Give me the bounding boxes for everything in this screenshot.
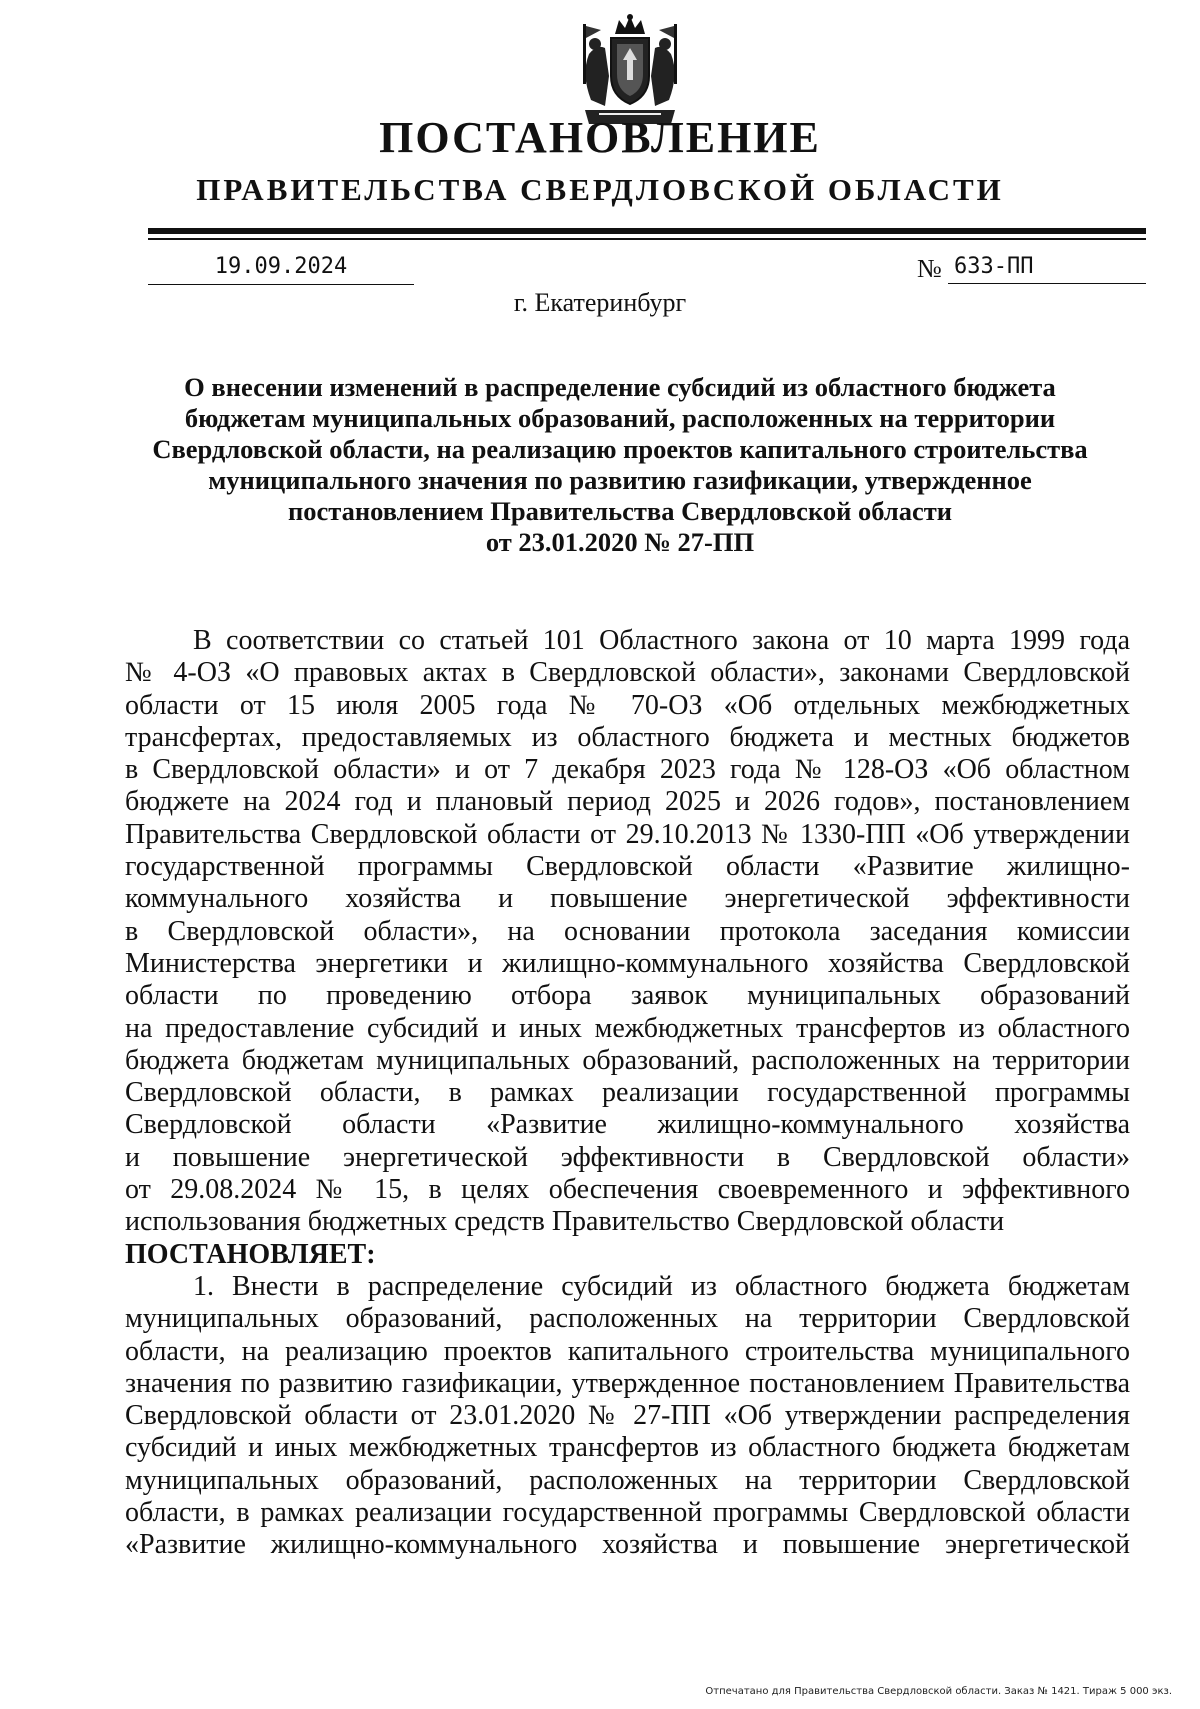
document-body (125, 625, 1130, 1562)
body-line: муниципальных образований, расположенных на территории Свердловской (125, 1464, 1130, 1496)
body-line: бюджете на 2024 год и плановый период 2025 и 2026 годов», постановлением (125, 786, 1130, 818)
body-line: в Свердловской области» и от 7 декабря 2023 года № 128-ОЗ «Об областном (125, 754, 1130, 786)
body-line: субсидий и иных межбюджетных трансфертов из областного бюджета бюджетам (125, 1432, 1130, 1464)
heading-line: О внесении изменений в распределение субсидий из областного бюджета (184, 372, 1056, 402)
number-label: № (917, 254, 942, 283)
header-divider-thick (148, 228, 1146, 234)
body-line: государственной программы Свердловской области «Развитие жилищно- (125, 851, 1130, 883)
header-divider-thin (148, 238, 1146, 240)
body-line: Свердловской области, в рамках реализации государственной программы (125, 1077, 1130, 1109)
body-line: области, на реализацию проектов капитального строительства муниципального (125, 1335, 1130, 1367)
body-line: 1. Внести в распределение субсидий из областного бюджета бюджетам (193, 1270, 1130, 1302)
city-line: г. Екатеринбург (513, 288, 687, 317)
document-type-title: ПОСТАНОВЛЕНИЕ (379, 113, 821, 162)
print-footer: Отпечатано для Правительства Свердловской области. Заказ № 1421. Тираж 5 000 экз. (705, 1686, 1172, 1697)
body-line: № 4-ОЗ «О правовых актах в Свердловской области», законами Свердловской (125, 657, 1130, 689)
body-line: муниципальных образований, расположенных на территории Свердловской (125, 1303, 1130, 1335)
heading-line: бюджетам муниципальных образований, расположенных на территории (184, 403, 1056, 433)
body-line: на предоставление субсидий и иных межбюджетных трансфертов из областного (125, 1012, 1130, 1044)
body-line: области от 15 июля 2005 года № 70-ОЗ «Об отдельных межбюджетных (125, 689, 1130, 721)
document-heading (120, 372, 1120, 558)
body-line: В соответствии со статьей 101 Областного закона от 10 марта 1999 года (193, 625, 1130, 656)
document-number: 633-ПП (948, 250, 1146, 284)
heading-line: муниципального значения по развитию газификации, утвержденное (208, 465, 1032, 495)
body-line: «Развитие жилищно-коммунального хозяйства и повышение энергетической (125, 1529, 1130, 1561)
body-line: бюджета бюджетам муниципальных образований, расположенных на территории (125, 1044, 1130, 1076)
body-line: Свердловской области от 23.01.2020 № 27-ПП «Об утверждении распределения (125, 1400, 1130, 1432)
heading-line: Свердловской области, на реализацию проектов капитального строительства (152, 434, 1088, 464)
heading-line: постановлением Правительства Свердловской области (287, 496, 953, 526)
body-line: и повышение энергетической эффективности в Свердловской области» (125, 1141, 1130, 1173)
document-date: 19.09.2024 (148, 250, 414, 285)
body-line: коммунального хозяйства и повышение энергетической эффективности (125, 883, 1130, 915)
resolution-keyword: ПОСТАНОВЛЯЕТ: (125, 1238, 376, 1270)
body-line: значения по развитию газификации, утвержденное постановлением Правительства (125, 1367, 1130, 1399)
body-line: в Свердловской области», на основании протокола заседания комиссии (125, 915, 1130, 947)
heading-line: от 23.01.2020 № 27-ПП (485, 527, 755, 557)
body-line: Свердловской области «Развитие жилищно-коммунального хозяйства (125, 1109, 1130, 1141)
body-line: области, в рамках реализации государственной программы Свердловской области (125, 1497, 1130, 1529)
body-line: Министерства энергетики и жилищно-коммунального хозяйства Свердловской (125, 947, 1130, 979)
body-line: трансфертах, предоставляемых из областного бюджета и местных бюджетов (125, 721, 1130, 753)
body-line: использования бюджетных средств Правительство Свердловской области (125, 1206, 1005, 1238)
issuer-subtitle: ПРАВИТЕЛЬСТВА СВЕРДЛОВСКОЙ ОБЛАСТИ (196, 172, 1004, 207)
body-line: области по проведению отбора заявок муниципальных образований (125, 980, 1130, 1012)
body-line: от 29.08.2024 № 15, в целях обеспечения своевременного и эффективного (125, 1174, 1130, 1206)
body-line: Правительства Свердловской области от 29.10.2013 № 1330-ПП «Об утверждении (125, 818, 1130, 850)
